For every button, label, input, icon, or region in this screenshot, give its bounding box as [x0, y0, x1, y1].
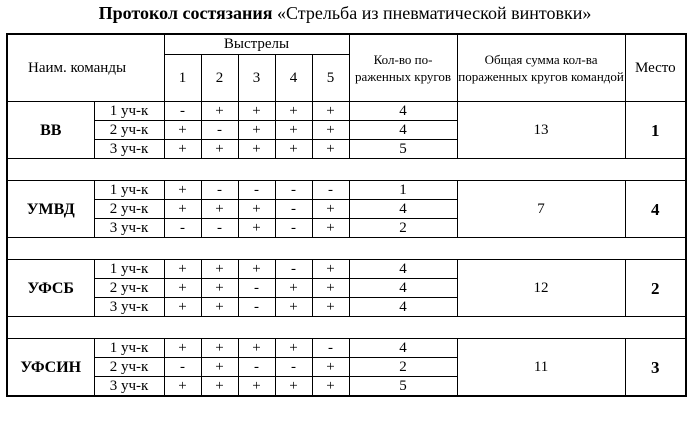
header-shots: Выстрелы: [164, 34, 349, 55]
shot-result: +: [164, 260, 201, 279]
shot-result: +: [275, 102, 312, 121]
participant-row: [7, 102, 686, 121]
team-place: 1: [625, 102, 686, 159]
shot-result: +: [312, 219, 349, 238]
separator-row: [7, 159, 686, 181]
shot-result: +: [238, 102, 275, 121]
participant-label: 2 уч-к: [94, 279, 164, 298]
shot-result: +: [201, 102, 238, 121]
participant-label: 3 уч-к: [94, 219, 164, 238]
team-total: 12: [457, 260, 625, 317]
shot-result: +: [312, 358, 349, 377]
shot-result: +: [238, 260, 275, 279]
participant-label: 3 уч-к: [94, 377, 164, 397]
hits-count: 4: [349, 260, 457, 279]
title-rest: «Стрельба из пневматической винтовки»: [272, 3, 592, 23]
shot-result: +: [275, 279, 312, 298]
participant-label: 2 уч-к: [94, 121, 164, 140]
shot-result: +: [312, 200, 349, 219]
shot-result: -: [201, 219, 238, 238]
participant-label: 3 уч-к: [94, 298, 164, 317]
shot-result: +: [275, 121, 312, 140]
shot-result: +: [201, 279, 238, 298]
participant-label: 1 уч-к: [94, 339, 164, 358]
participant-row: [7, 181, 686, 200]
header-row-1: [7, 34, 686, 55]
shot-result: +: [201, 260, 238, 279]
shot-result: -: [238, 181, 275, 200]
separator-row: [7, 238, 686, 260]
shot-result: +: [201, 298, 238, 317]
team-name: УФСБ: [7, 260, 94, 317]
shot-result: +: [201, 377, 238, 397]
shot-result: +: [201, 140, 238, 159]
shot-result: -: [238, 279, 275, 298]
hits-count: 2: [349, 219, 457, 238]
shot-result: +: [312, 140, 349, 159]
shot-result: +: [164, 377, 201, 397]
participant-label: 2 уч-к: [94, 200, 164, 219]
participant-label: 2 уч-к: [94, 358, 164, 377]
shot-result: +: [238, 140, 275, 159]
team-name: ВВ: [7, 102, 94, 159]
shot-result: -: [238, 298, 275, 317]
shot-result: +: [275, 298, 312, 317]
team-total: 11: [457, 339, 625, 397]
shot-result: -: [164, 219, 201, 238]
shot-result: -: [238, 358, 275, 377]
shot-result: -: [312, 339, 349, 358]
shot-result: +: [164, 298, 201, 317]
team-place: 4: [625, 181, 686, 238]
shot-result: -: [164, 358, 201, 377]
team-total: 7: [457, 181, 625, 238]
shot-result: +: [164, 181, 201, 200]
shot-number: 3: [238, 55, 275, 102]
table-body: [7, 34, 686, 396]
hits-count: 4: [349, 121, 457, 140]
shot-result: +: [312, 102, 349, 121]
shot-result: +: [201, 339, 238, 358]
shot-result: +: [238, 121, 275, 140]
separator-cell: [7, 159, 686, 181]
team-name: УФСИН: [7, 339, 94, 397]
hits-count: 5: [349, 377, 457, 397]
shot-result: -: [275, 219, 312, 238]
shot-result: +: [164, 200, 201, 219]
participant-row: [7, 260, 686, 279]
participant-label: 1 уч-к: [94, 260, 164, 279]
hits-count: 4: [349, 279, 457, 298]
shot-result: +: [164, 339, 201, 358]
shot-number: 1: [164, 55, 201, 102]
team-total: 13: [457, 102, 625, 159]
hits-count: 1: [349, 181, 457, 200]
shot-result: -: [312, 181, 349, 200]
page-title: [0, 2, 690, 24]
participant-label: 1 уч-к: [94, 181, 164, 200]
participant-label: 3 уч-к: [94, 140, 164, 159]
shot-result: +: [238, 219, 275, 238]
shot-result: +: [238, 339, 275, 358]
shot-result: -: [201, 121, 238, 140]
header-total: Общая сумма кол-ва пораженных кругов командой: [457, 34, 625, 102]
header-place: Место: [625, 34, 686, 102]
header-team: Наим. команды: [7, 34, 164, 102]
shot-result: +: [164, 140, 201, 159]
shot-result: -: [275, 200, 312, 219]
hits-count: 2: [349, 358, 457, 377]
shot-result: +: [275, 140, 312, 159]
participant-label: 1 уч-к: [94, 102, 164, 121]
shot-result: +: [312, 121, 349, 140]
hits-count: 5: [349, 140, 457, 159]
shot-result: +: [275, 339, 312, 358]
hits-count: 4: [349, 298, 457, 317]
shot-result: +: [312, 377, 349, 397]
separator-cell: [7, 317, 686, 339]
shot-number: 4: [275, 55, 312, 102]
shot-result: +: [312, 279, 349, 298]
team-name: УМВД: [7, 181, 94, 238]
shot-result: +: [201, 200, 238, 219]
shot-number: 5: [312, 55, 349, 102]
shot-result: -: [201, 181, 238, 200]
hits-count: 4: [349, 339, 457, 358]
separator-cell: [7, 238, 686, 260]
shot-number: 2: [201, 55, 238, 102]
title-bold: Протокол состязания: [98, 3, 273, 23]
protocol-table: [6, 33, 687, 397]
team-place: 2: [625, 260, 686, 317]
shot-result: +: [275, 377, 312, 397]
participant-row: [7, 339, 686, 358]
hits-count: 4: [349, 200, 457, 219]
shot-result: +: [238, 200, 275, 219]
shot-result: +: [312, 260, 349, 279]
shot-result: +: [238, 377, 275, 397]
shot-result: -: [275, 358, 312, 377]
shot-result: -: [275, 260, 312, 279]
hits-count: 4: [349, 102, 457, 121]
shot-result: +: [201, 358, 238, 377]
team-place: 3: [625, 339, 686, 397]
shot-result: +: [164, 279, 201, 298]
shot-result: +: [164, 121, 201, 140]
shot-result: -: [164, 102, 201, 121]
header-hits: Кол-во по-раженных кругов: [349, 34, 457, 102]
shot-result: -: [275, 181, 312, 200]
separator-row: [7, 317, 686, 339]
shot-result: +: [312, 298, 349, 317]
